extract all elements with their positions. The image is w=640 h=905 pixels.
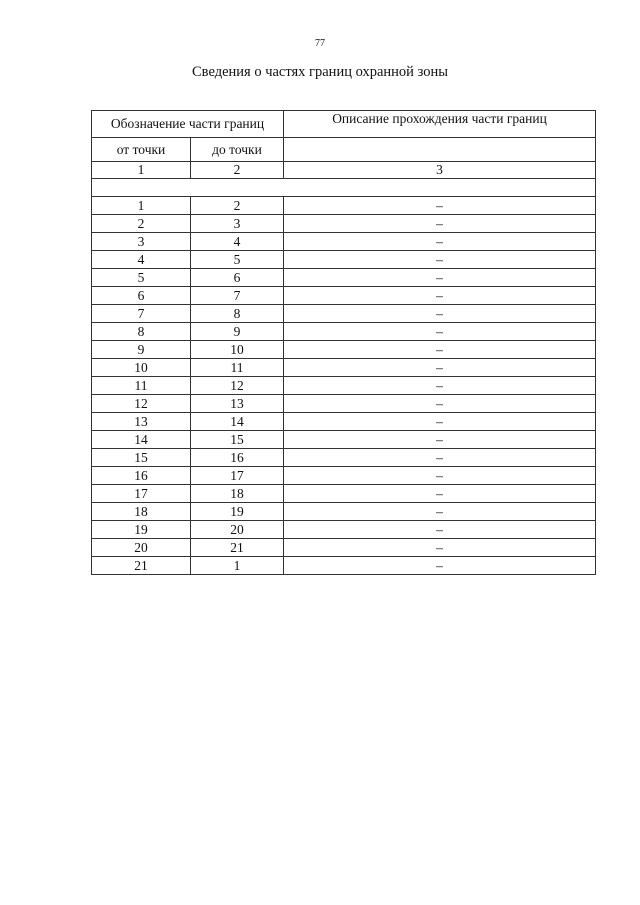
table-row (92, 215, 596, 233)
description-cell: – (284, 395, 596, 413)
table-row (92, 377, 596, 395)
description-cell: – (284, 413, 596, 431)
description-cell: – (284, 251, 596, 269)
description-header-spacer (284, 138, 596, 162)
page-title: Сведения о частях границ охранной зоны (192, 64, 448, 80)
from-point-cell: 14 (92, 431, 191, 449)
to-point-cell: 16 (191, 449, 284, 467)
header-row (92, 111, 596, 138)
table-row (92, 251, 596, 269)
from-point-cell: 6 (92, 287, 191, 305)
to-point-header: до точки (191, 138, 284, 162)
to-point-cell: 11 (191, 359, 284, 377)
column-number: 1 (92, 162, 191, 179)
description-cell: – (284, 503, 596, 521)
table-row (92, 467, 596, 485)
to-point-cell: 15 (191, 431, 284, 449)
from-point-cell: 17 (92, 485, 191, 503)
from-point-cell: 16 (92, 467, 191, 485)
description-cell: – (284, 377, 596, 395)
table-row (92, 269, 596, 287)
to-point-cell: 4 (191, 233, 284, 251)
description-cell: – (284, 197, 596, 215)
to-point-cell: 7 (191, 287, 284, 305)
table-row (92, 233, 596, 251)
description-header: Описание прохождения части границ (284, 111, 596, 138)
from-point-cell: 9 (92, 341, 191, 359)
from-point-cell: 2 (92, 215, 191, 233)
to-point-cell: 3 (191, 215, 284, 233)
table-row (92, 521, 596, 539)
description-cell: – (284, 233, 596, 251)
from-point-cell: 19 (92, 521, 191, 539)
to-point-cell: 9 (191, 323, 284, 341)
description-cell: – (284, 287, 596, 305)
to-point-cell: 5 (191, 251, 284, 269)
to-point-cell: 6 (191, 269, 284, 287)
description-cell: – (284, 431, 596, 449)
page-number: 77 (315, 38, 325, 49)
blank-separator-row (92, 179, 596, 197)
from-point-cell: 5 (92, 269, 191, 287)
table-row (92, 197, 596, 215)
part-designation-header: Обозначение части границ (92, 111, 284, 138)
table-row (92, 323, 596, 341)
to-point-cell: 21 (191, 539, 284, 557)
table-row (92, 359, 596, 377)
from-point-cell: 7 (92, 305, 191, 323)
description-cell: – (284, 557, 596, 575)
description-cell: – (284, 269, 596, 287)
description-cell: – (284, 341, 596, 359)
description-cell: – (284, 215, 596, 233)
from-point-cell: 4 (92, 251, 191, 269)
description-cell: – (284, 323, 596, 341)
table-row (92, 341, 596, 359)
from-point-cell: 8 (92, 323, 191, 341)
to-point-cell: 19 (191, 503, 284, 521)
table-row (92, 503, 596, 521)
description-cell: – (284, 359, 596, 377)
to-point-cell: 12 (191, 377, 284, 395)
table-row (92, 449, 596, 467)
from-point-cell: 21 (92, 557, 191, 575)
from-point-cell: 1 (92, 197, 191, 215)
description-cell: – (284, 485, 596, 503)
description-cell: – (284, 521, 596, 539)
blank-cell (92, 179, 596, 197)
to-point-cell: 18 (191, 485, 284, 503)
to-point-cell: 10 (191, 341, 284, 359)
from-point-header: от точки (92, 138, 191, 162)
to-point-cell: 14 (191, 413, 284, 431)
from-point-cell: 18 (92, 503, 191, 521)
to-point-cell: 17 (191, 467, 284, 485)
description-cell: – (284, 449, 596, 467)
to-point-cell: 13 (191, 395, 284, 413)
table-row (92, 287, 596, 305)
description-cell: – (284, 539, 596, 557)
table-row (92, 557, 596, 575)
table-row (92, 413, 596, 431)
to-point-cell: 8 (191, 305, 284, 323)
column-number-row (92, 162, 596, 179)
from-point-cell: 10 (92, 359, 191, 377)
from-point-cell: 11 (92, 377, 191, 395)
to-point-cell: 1 (191, 557, 284, 575)
to-point-cell: 2 (191, 197, 284, 215)
from-point-cell: 13 (92, 413, 191, 431)
column-number: 2 (191, 162, 284, 179)
table-row (92, 395, 596, 413)
subheader-row (92, 138, 596, 162)
from-point-cell: 12 (92, 395, 191, 413)
table-row (92, 305, 596, 323)
column-number: 3 (284, 162, 596, 179)
from-point-cell: 15 (92, 449, 191, 467)
table-row (92, 539, 596, 557)
table-row (92, 431, 596, 449)
description-cell: – (284, 467, 596, 485)
from-point-cell: 20 (92, 539, 191, 557)
description-cell: – (284, 305, 596, 323)
table-row (92, 485, 596, 503)
to-point-cell: 20 (191, 521, 284, 539)
boundary-parts-table (91, 110, 596, 575)
from-point-cell: 3 (92, 233, 191, 251)
